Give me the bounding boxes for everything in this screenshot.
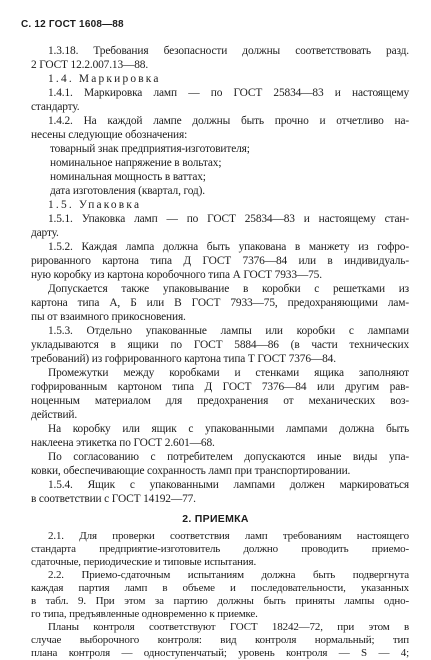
- page-header: С. 12 ГОСТ 1608—88: [21, 19, 124, 30]
- text-line: рированного картона типа Д ГОСТ 7376—84 или в индивидуаль-: [31, 255, 409, 267]
- list-item: номинальное напряжение в вольтах;: [50, 157, 222, 169]
- text-line: пы от взаимного прикосновения.: [31, 311, 186, 323]
- section-heading: 1.4. Маркировка: [48, 73, 161, 85]
- section-heading: 1.5. Упаковка: [48, 199, 142, 211]
- text-line: На коробку или ящик с упакованными лампами должна быть: [48, 423, 409, 435]
- text-line: ковки, обеспечивающие сохранность ламп при транспортировании.: [31, 465, 351, 477]
- list-item: номинальная мощность в ваттах;: [50, 171, 206, 183]
- list-item: дата изготовления (квартал, год).: [50, 185, 205, 197]
- text-line: случае выборочного контроля: вид контроля нормальный; тип: [31, 634, 409, 646]
- text-line: в табл. 9. При этом за партию должны быть приняты лампы одно-: [31, 595, 409, 607]
- text-line: 2.2. Приемо-сдаточным испытаниям должна быть подвергнута: [48, 569, 409, 581]
- text-line: 1.5.1. Упаковка ламп — по ГОСТ 25834—83 и настоящему стан-: [48, 213, 409, 225]
- text-line: 1.3.18. Требования безопасности должны соответствовать разд.: [48, 45, 409, 57]
- text-line: 1.4.1. Маркировка ламп — по ГОСТ 25834—83 и настоящему: [48, 87, 409, 99]
- text-line: ноценным материалом для предохранения от механических воз-: [31, 395, 409, 407]
- text-line: 2 ГОСТ 12.2.007.13—88.: [31, 59, 149, 71]
- text-line: Промежутки между коробками и стенками ящика заполняют: [48, 367, 409, 379]
- text-line: картона типа А, Б или В ГОСТ 7933—75, предохраняющими лам-: [31, 297, 409, 309]
- text-line: 1.4.2. На каждой лампе должны быть прочно и отчетливо на-: [48, 115, 409, 127]
- text-line: наклеена этикетка по ГОСТ 2.601—68.: [31, 437, 215, 449]
- text-line: го типа, предъявленные одновременно к приемке.: [31, 608, 258, 620]
- text-line: ную коробку из картона коробочного типа А ГОСТ 7933—75.: [31, 269, 322, 281]
- text-line: несены следующие обозначения:: [31, 129, 188, 141]
- text-line: Планы контроля соответствуют ГОСТ 18242—72, при этом в: [48, 621, 409, 633]
- text-line: каждая партия ламп в объеме и последовательности, указанных: [31, 582, 409, 594]
- list-item: товарный знак предприятия-изготовителя;: [50, 143, 250, 155]
- text-line: сдаточные, периодические и типовые испытания.: [31, 556, 257, 568]
- text-line: требований) из гофрированного картона типа Т ГОСТ 7376—84.: [31, 353, 336, 365]
- text-line: По согласованию с потребителем допускаются иные виды упа-: [48, 451, 409, 463]
- text-line: действий.: [31, 409, 78, 421]
- text-line: 1.5.3. Отдельно упакованные лампы или коробки с лампами: [48, 325, 409, 337]
- text-line: в соответствии с ГОСТ 14192—77.: [31, 493, 196, 505]
- text-line: 2.1. Для проверки соответствия ламп требованиям настоящего: [48, 530, 409, 542]
- text-line: 1.5.4. Ящик с упакованными лампами должен маркироваться: [48, 479, 409, 491]
- text-line: стандарта предприятие-изготовитель должно проводить приемо-: [31, 543, 409, 555]
- section-title: 2. ПРИЕМКА: [182, 513, 249, 525]
- text-line: 1.5.2. Каждая лампа должна быть упакована в манжету из гофро-: [48, 241, 409, 253]
- text-line: дарту.: [31, 227, 59, 239]
- text-line: стандарту.: [31, 101, 80, 113]
- text-line: укладываются в ящики по ГОСТ 5884—86 (в части технических: [31, 339, 409, 351]
- text-line: плана контроля — одноступенчатый; уровень контроля — S — 4;: [31, 647, 409, 659]
- text-line: Допускается также упаковывание в коробки с решетками из: [48, 283, 409, 295]
- text-line: гофрированным картоном типа Д ГОСТ 7376—84 или другим рав-: [31, 381, 409, 393]
